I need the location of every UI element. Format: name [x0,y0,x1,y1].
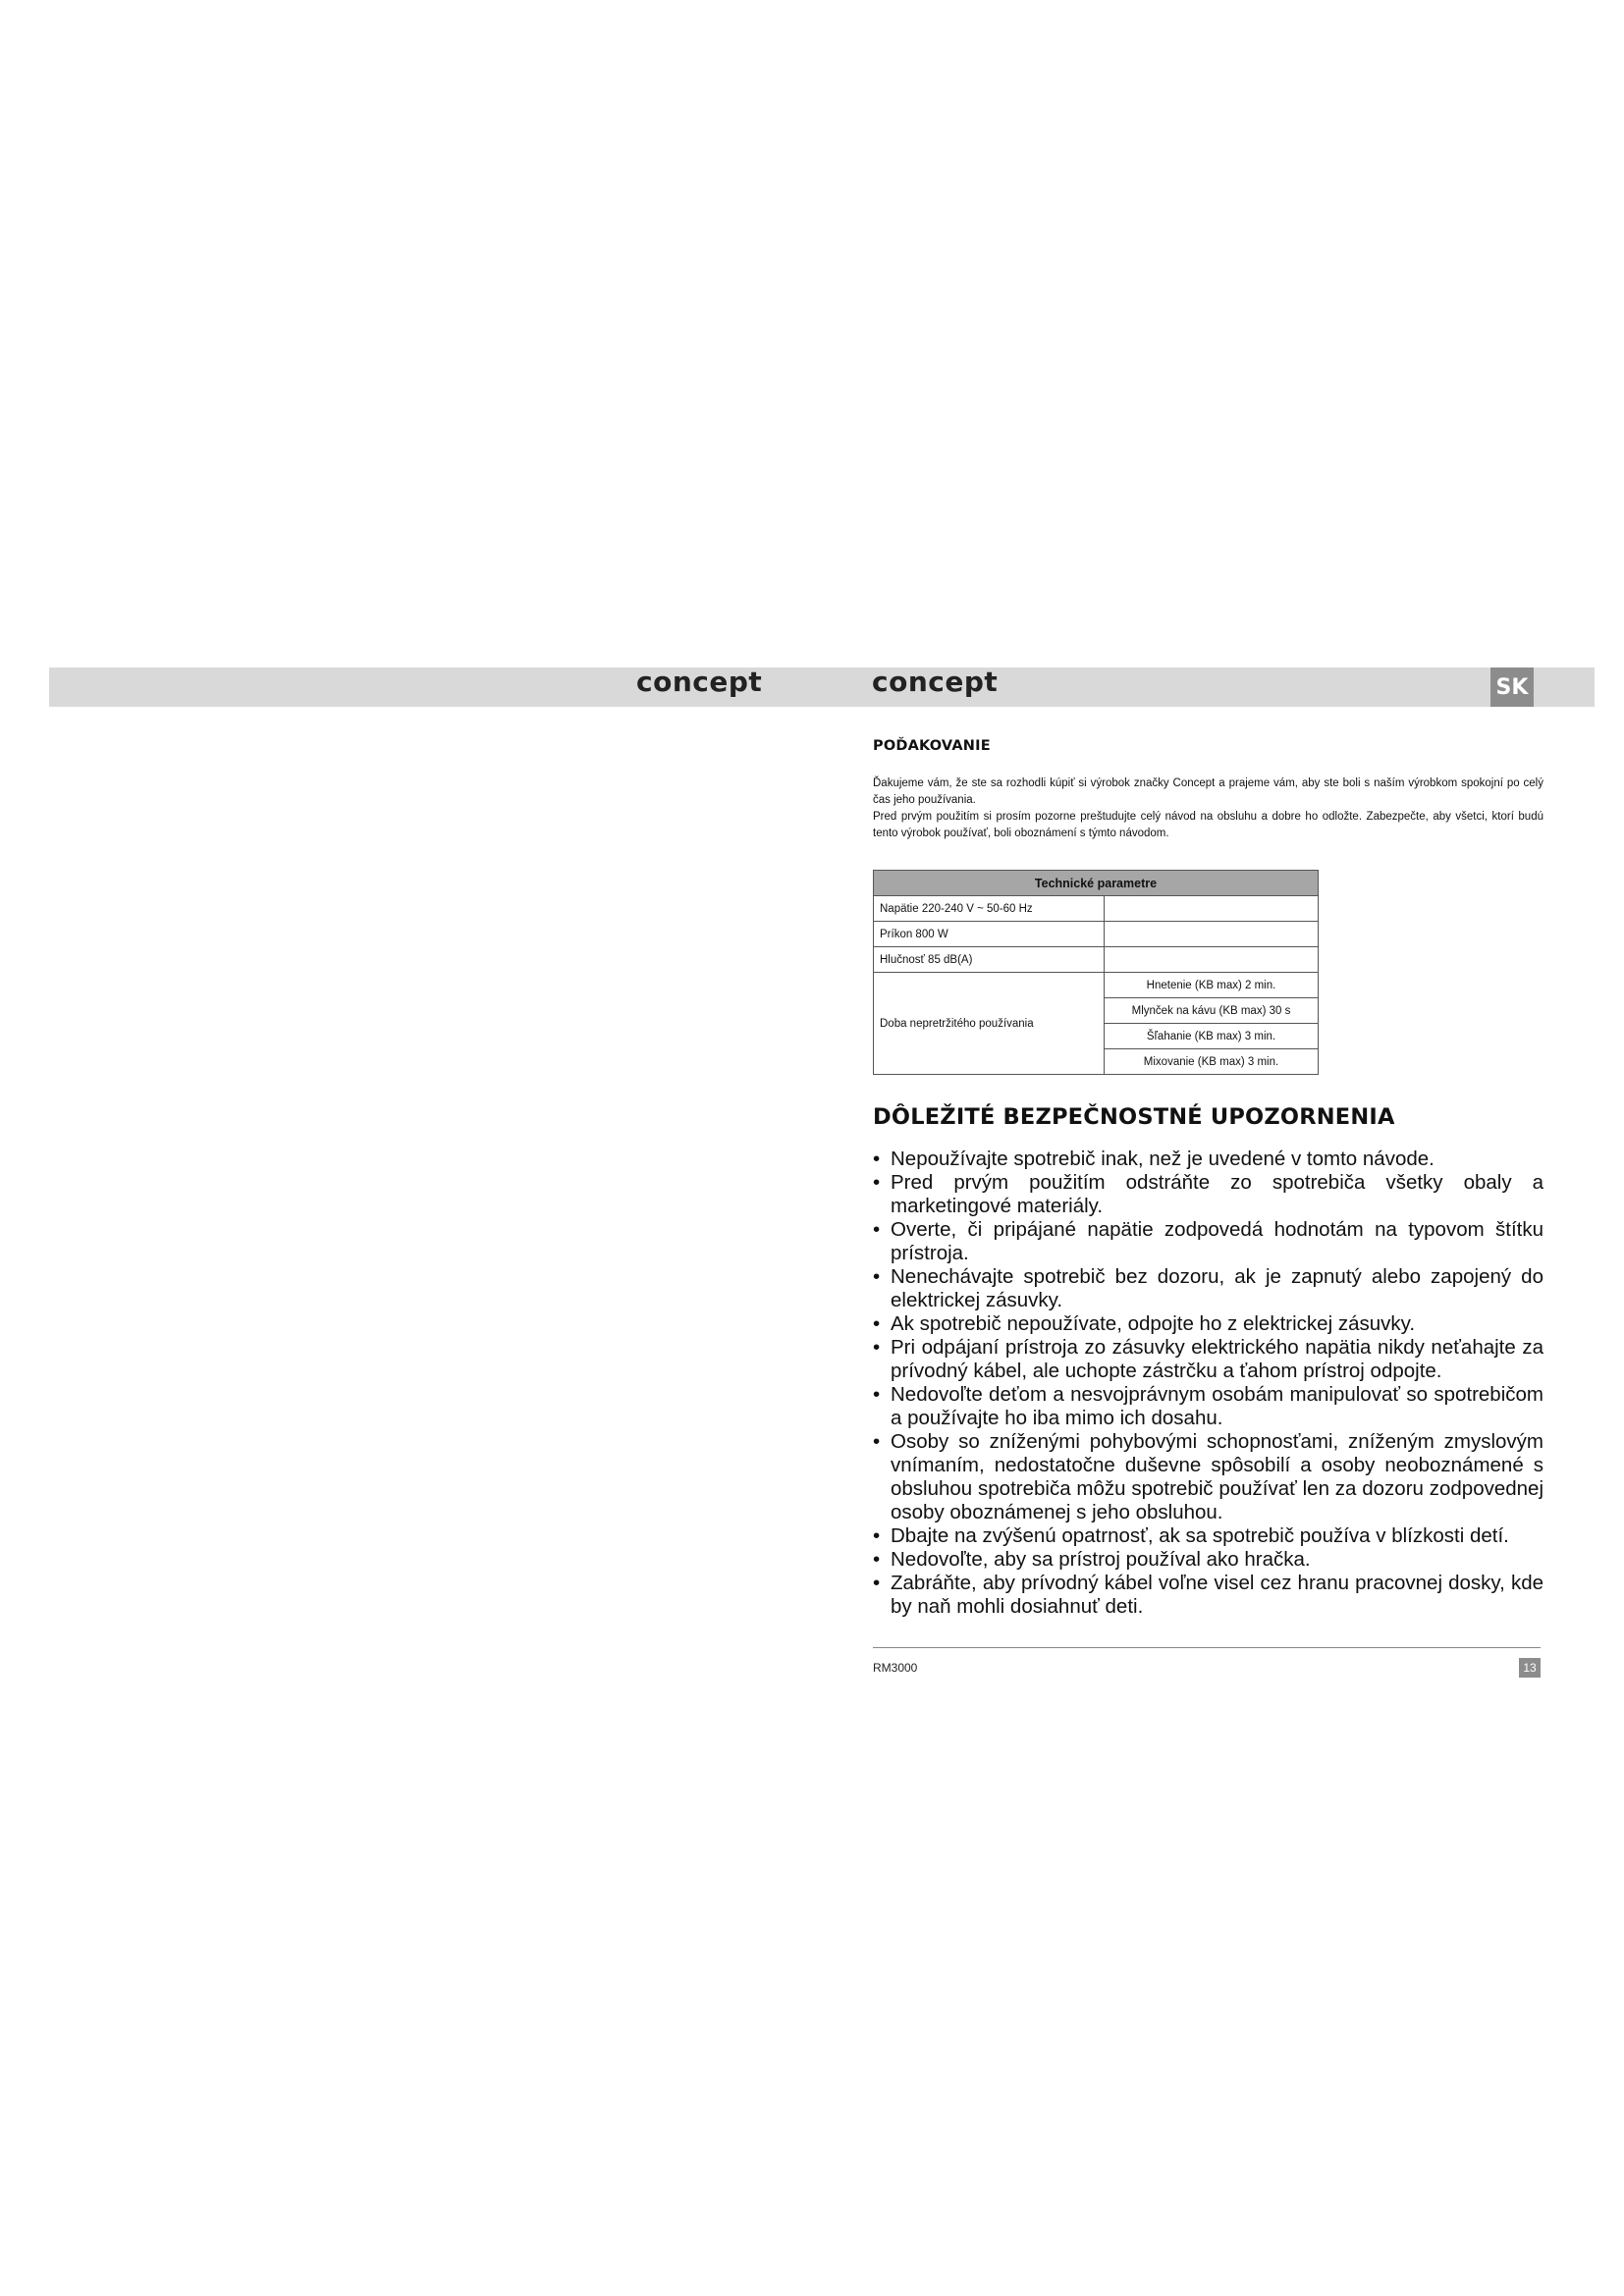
thanks-paragraph-2: Pred prvým použitím si prosím pozorne preštudujte celý návod na obsluhu a dobre ho odložte. Zabezpečte, aby všetci, ktorí budú tento výrobok používať, boli oboznámení s týmto návodom. [873,811,1543,839]
thanks-title: POĎAKOVANIE [873,738,991,754]
bullet-icon: • [873,1265,881,1288]
noise-cell: Hlučnosť 85 dB(A) [874,947,1105,973]
technical-parameters-table [873,870,1319,1075]
empty-cell [1105,922,1319,947]
bullet-icon: • [873,1218,881,1241]
bullet-icon: • [873,1171,881,1194]
list-item-text: Osoby so zníženými pohybovými schopnosťami, zníženým zmyslovým vnímaním, nedostatočne duševne spôsobilí a osoby neoboznámené s obsluhou spotrebiča môžu spotrebič používať len za dozoru zodpovednej osoby oboznámenej s jeho obsluhou. [891,1430,1543,1523]
list-item [873,1171,1543,1218]
bullet-icon: • [873,1524,881,1547]
safety-title: DÔLEŽITÉ BEZPEČNOSTNÉ UPOZORNENIA [873,1104,1395,1130]
bullet-icon: • [873,1336,881,1359]
list-item-text: Nedovoľte deťom a nesvojprávnym osobám manipulovať so spotrebičom a používajte ho iba mimo ich dosahu. [891,1383,1543,1429]
list-item [873,1524,1543,1548]
language-badge: SK [1490,667,1534,707]
bullet-icon: • [873,1383,881,1406]
brand-logo-left: concept [636,666,763,698]
list-item [873,1265,1543,1312]
duration-label-cell: Doba nepretržitého používania [874,973,1105,1075]
list-item-text: Ak spotrebič nepoužívate, odpojte ho z elektrickej zásuvky. [891,1312,1416,1335]
list-item [873,1430,1543,1524]
voltage-cell: Napätie 220-240 V ~ 50-60 Hz [874,896,1105,922]
bullet-icon: • [873,1572,881,1594]
table-row [874,896,1319,922]
duration-value-cell: Šľahanie (KB max) 3 min. [1105,1024,1319,1049]
page-content [873,738,1543,1619]
duration-value-cell: Mixovanie (KB max) 3 min. [1105,1049,1319,1075]
list-item-text: Pri odpájaní prístroja zo zásuvky elektrického napätia nikdy neťahajte za prívodný kábel, ale uchopte zástrčku a ťahom prístroj odpojte. [891,1336,1543,1382]
brand-logo-right: concept [872,666,999,698]
page-number: 13 [1519,1658,1541,1678]
safety-list [873,1148,1543,1619]
table-header: Technické parametre [874,871,1319,896]
bullet-icon: • [873,1548,881,1571]
duration-value-cell: Hnetenie (KB max) 2 min. [1105,973,1319,998]
list-item [873,1336,1543,1383]
thanks-paragraph-1: Ďakujeme vám, že ste sa rozhodli kúpiť si výrobok značky Concept a prajeme vám, aby ste boli s naším výrobkom spokojní po celý čas jeho používania. [873,777,1543,806]
list-item-text: Nepoužívajte spotrebič inak, než je uvedené v tomto návode. [891,1148,1435,1170]
bullet-icon: • [873,1312,881,1335]
list-item-text: Zabráňte, aby prívodný kábel voľne visel cez hranu pracovnej dosky, kde by naň mohli dosiahnuť deti. [891,1572,1543,1618]
table-row [874,922,1319,947]
list-item-text: Nenechávajte spotrebič bez dozoru, ak je zapnutý alebo zapojený do elektrickej zásuvky. [891,1265,1543,1311]
list-item-text: Nedovoľte, aby sa prístroj používal ako hračka. [891,1548,1311,1571]
empty-cell [1105,896,1319,922]
list-item [873,1572,1543,1619]
list-item-text: Dbajte na zvýšenú opatrnosť, ak sa spotrebič používa v blízkosti detí. [891,1524,1509,1547]
header-band [49,667,1595,707]
list-item [873,1548,1543,1572]
list-item [873,1218,1543,1265]
bullet-icon: • [873,1430,881,1453]
footer-model: RM3000 [873,1661,918,1675]
list-item [873,1312,1543,1336]
list-item [873,1383,1543,1430]
bullet-icon: • [873,1148,881,1170]
list-item-text: Overte, či pripájané napätie zodpovedá hodnotám na typovom štítku prístroja. [891,1218,1543,1264]
list-item [873,1148,1543,1171]
table-row [874,973,1319,998]
footer-divider [873,1647,1541,1648]
duration-value-cell: Mlynček na kávu (KB max) 30 s [1105,998,1319,1024]
table-row [874,947,1319,973]
empty-cell [1105,947,1319,973]
list-item-text: Pred prvým použitím odstráňte zo spotrebiča všetky obaly a marketingové materiály. [891,1171,1543,1217]
power-cell: Príkon 800 W [874,922,1105,947]
